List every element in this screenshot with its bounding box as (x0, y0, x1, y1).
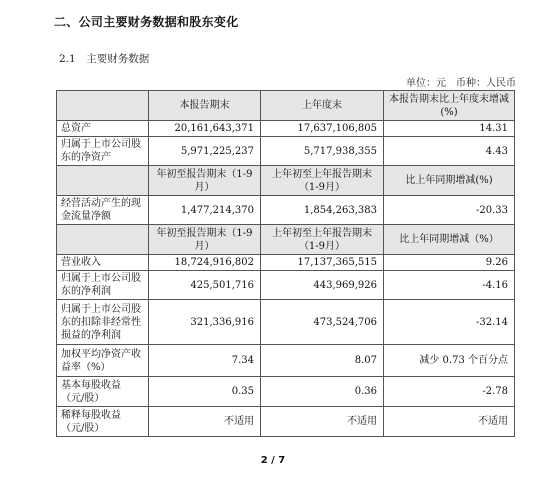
cell-value: 14.31 (384, 121, 515, 137)
cell-value: 9.26 (384, 255, 515, 271)
section-title: 二、公司主要财务数据和股东变化 (54, 15, 239, 29)
header-cell: 上年初至上年报告期末（1-9月） (261, 166, 384, 196)
header-cell: 本报告期末比上年度末增减(%) (384, 91, 515, 121)
unit-currency-note: 单位：元 币种：人民币 (406, 78, 516, 89)
cell-value: 4.43 (384, 137, 515, 166)
table-row (57, 345, 515, 377)
table-row (57, 271, 515, 300)
table-header-row (57, 225, 515, 255)
header-cell: 本报告期末 (149, 91, 261, 121)
table-row (57, 121, 515, 137)
header-cell (57, 91, 149, 121)
cell-value: 减少 0.73 个百分点 (384, 345, 515, 377)
table-header-row (57, 91, 515, 121)
table-row (57, 377, 515, 407)
row-label: 归属于上市公司股东的扣除非经常性损益的净利润 (57, 300, 149, 345)
cell-value: 17,137,365,515 (261, 255, 384, 271)
header-cell: 年初至报告期末（1-9月） (149, 225, 261, 255)
subsection-title: 2.1 主要财务数据 (59, 53, 150, 65)
header-cell: 比上年同期增减（%） (384, 225, 515, 255)
cell-value: -32.14 (384, 300, 515, 345)
cell-value: -20.33 (384, 196, 515, 225)
row-label: 归属于上市公司股东的净资产 (57, 137, 149, 166)
cell-value: 0.36 (261, 377, 384, 407)
cell-value: 443,969,926 (261, 271, 384, 300)
cell-value: 17,637,106,805 (261, 121, 384, 137)
table-header-row (57, 166, 515, 196)
header-cell: 上年初至上年报告期末（1-9月） (261, 225, 384, 255)
header-cell (57, 225, 149, 255)
page-number: 2 / 7 (260, 455, 286, 466)
row-label: 加权平均净资产收益率（%） (57, 345, 149, 377)
table-row (57, 137, 515, 166)
table-row (57, 300, 515, 345)
row-label: 归属于上市公司股东的净利润 (57, 271, 149, 300)
cell-value: 18,724,916,802 (149, 255, 261, 271)
cell-value: -2.78 (384, 377, 515, 407)
cell-value: 425,501,716 (149, 271, 261, 300)
row-label: 稀释每股收益（元/股） (57, 407, 149, 437)
financial-data-table (56, 90, 515, 437)
row-label: 营业收入 (57, 255, 149, 271)
header-cell: 比上年同期增减(%) (384, 166, 515, 196)
cell-value: 不适用 (149, 407, 261, 437)
cell-value: 0.35 (149, 377, 261, 407)
row-label: 经营活动产生的现金流量净额 (57, 196, 149, 225)
row-label: 总资产 (57, 121, 149, 137)
table-row (57, 407, 515, 437)
cell-value: 5,971,225,237 (149, 137, 261, 166)
header-cell: 年初至报告期末（1-9月） (149, 166, 261, 196)
cell-value: 5,717,938,355 (261, 137, 384, 166)
table-row (57, 196, 515, 225)
cell-value: 8.07 (261, 345, 384, 377)
table-row (57, 255, 515, 271)
row-label: 基本每股收益（元/股） (57, 377, 149, 407)
cell-value: 321,336,916 (149, 300, 261, 345)
header-cell: 上年度末 (261, 91, 384, 121)
cell-value: 473,524,706 (261, 300, 384, 345)
cell-value: 不适用 (261, 407, 384, 437)
cell-value: 7.34 (149, 345, 261, 377)
cell-value: 1,477,214,370 (149, 196, 261, 225)
cell-value: -4.16 (384, 271, 515, 300)
header-cell (57, 166, 149, 196)
cell-value: 不适用 (384, 407, 515, 437)
cell-value: 1,854,263,383 (261, 196, 384, 225)
cell-value: 20,161,643,371 (149, 121, 261, 137)
